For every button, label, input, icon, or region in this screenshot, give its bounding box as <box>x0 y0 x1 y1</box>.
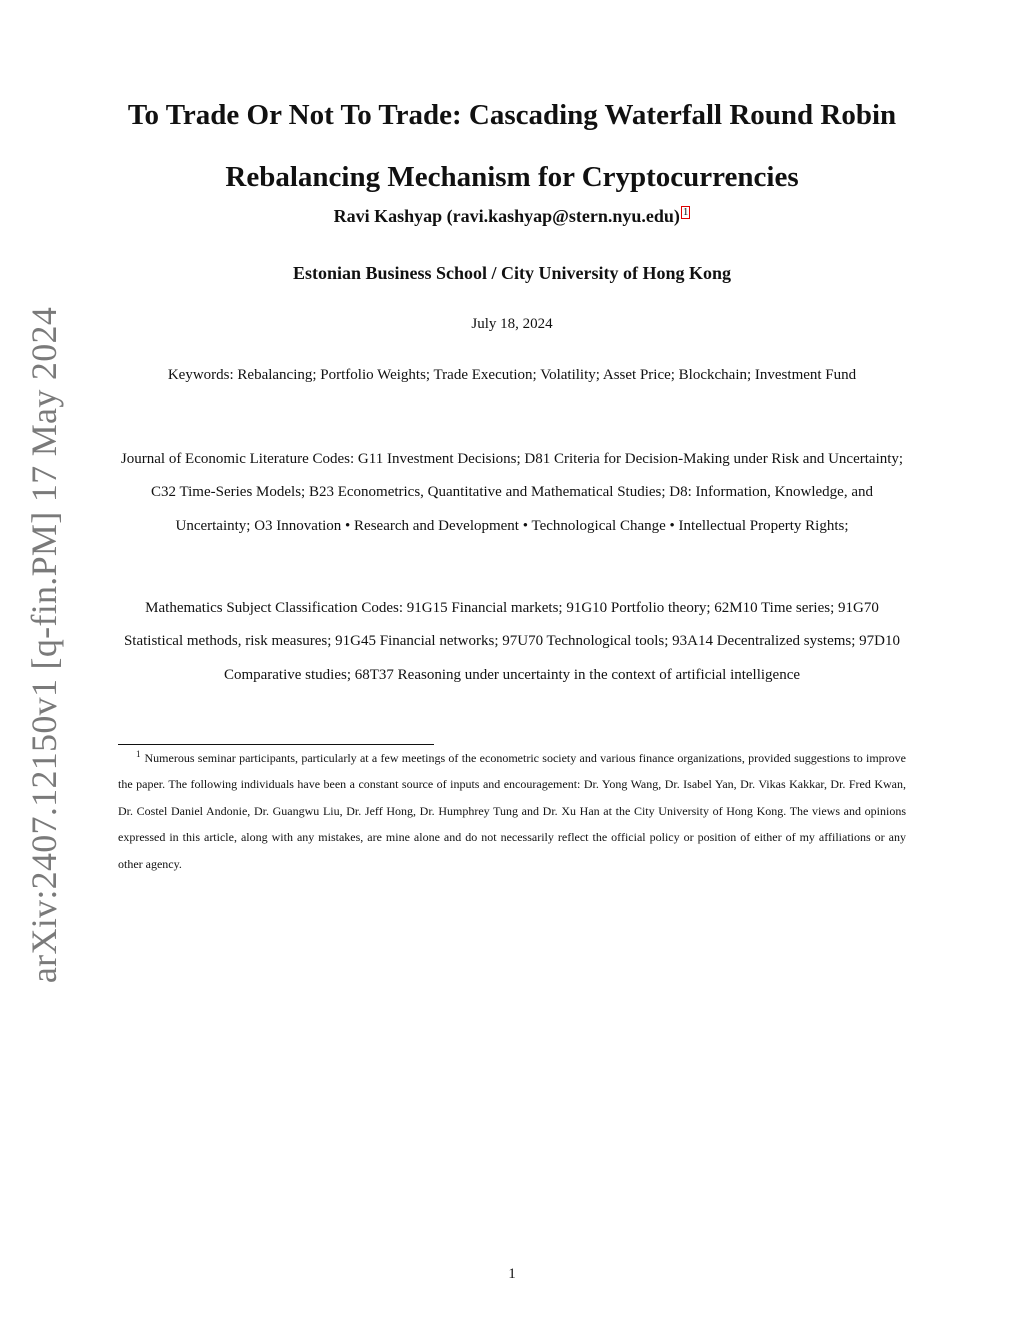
footnote <box>118 745 906 877</box>
keywords-paragraph: Keywords: Rebalancing; Portfolio Weights; Trade Execution; Volatility; Asset Price; Blockchain; Investment Fund <box>167 367 857 383</box>
jel-codes-paragraph: Journal of Economic Literature Codes: G11 Investment Decisions; D81 Criteria for Decision-Making under Risk and Uncertainty; C32 Time-Series Models; B23 Econometrics, Quantitative and Mathematical Studies; D8: Information, Knowledge, and Uncertainty; O3 Innovation • Research and Development • Technological Change • Intellectual Property Rights; <box>120 451 904 534</box>
footnote-reference-link[interactable]: 1 <box>682 206 689 218</box>
publication-date: July 18, 2024 <box>471 316 553 332</box>
page-number: 1 <box>508 1266 516 1282</box>
paper-title: To Trade Or Not To Trade: Cascading Waterfall Round Robin Rebalancing Mechanism for Cryptocurrencies <box>127 99 897 193</box>
author-name: Ravi Kashyap (ravi.kashyap@stern.nyu.edu) <box>333 206 680 226</box>
author-line <box>100 206 924 227</box>
footnote-mark: 1 <box>136 749 141 759</box>
footnote-text: Numerous seminar participants, particularly at a few meetings of the econometric society and various finance organizations, provided suggestions to improve the paper. The following individuals have been a constant source of inputs and encouragement: Dr. Yong Wang, Dr. Isabel Yan, Dr. Vikas Kakkar, Dr. Fred Kwan, Dr. Costel Daniel Andonie, Dr. Guangwu Liu, Dr. Jeff Hong, Dr. Humphrey Tung and Dr. Xu Han at the City University of Hong Kong. The views and opinions expressed in this article, along with any mistakes, are mine alone and do not necessarily reflect the official policy or position of either of my affiliations or any other agency. <box>118 751 906 871</box>
arxiv-identifier-stamp: arXiv:2407.12150v1 [q-fin.PM] 17 May 2024 <box>24 306 64 984</box>
msc-codes-paragraph: Mathematics Subject Classification Codes: 91G15 Financial markets; 91G10 Portfolio theory; 62M10 Time series; 91G70 Statistical methods, risk measures; 91G45 Financial networks; 97U70 Technological tools; 93A14 Decentralized systems; 97D10 Comparative studies; 68T37 Reasoning under uncertainty in the context of artificial intelligence <box>123 600 901 683</box>
author-affiliation: Estonian Business School / City University of Hong Kong <box>292 263 732 283</box>
